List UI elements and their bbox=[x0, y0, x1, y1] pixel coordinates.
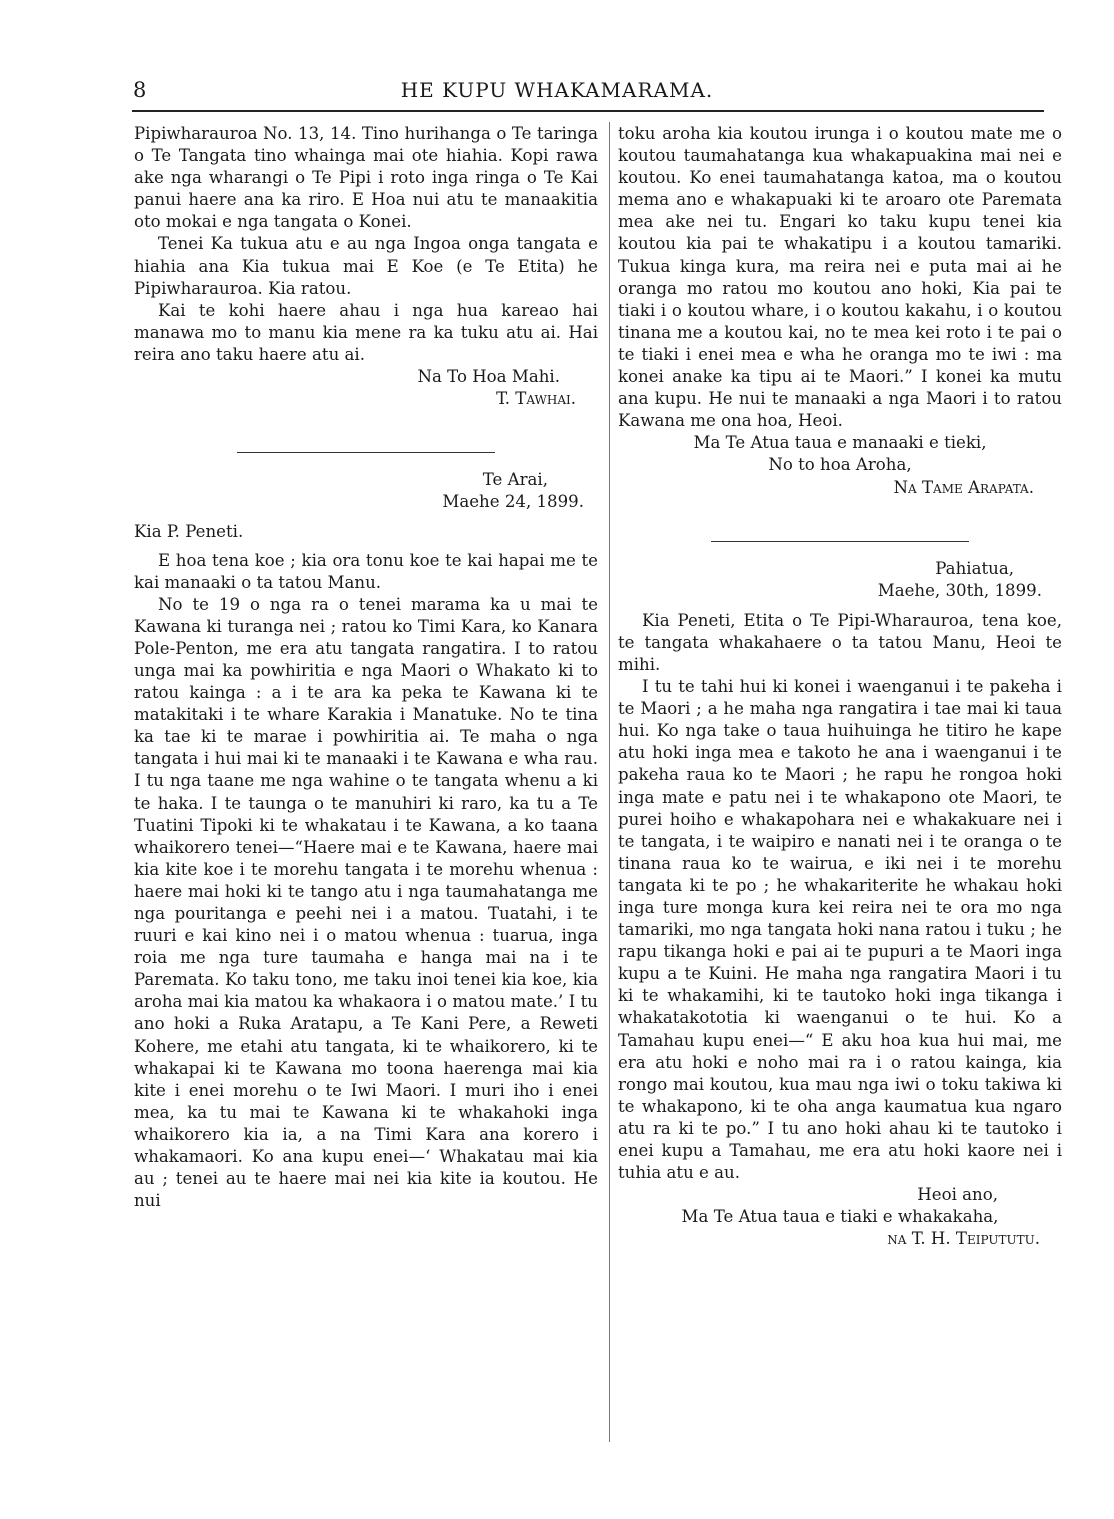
right-column bbox=[618, 123, 1062, 1251]
paragraph: Kia Peneti, Etita o Te Pipi-Wharauroa, tena koe, te tangata whakahaere o ta tatou Manu, Heoi te mihi. bbox=[618, 610, 1062, 674]
dateline-place: Te Arai, bbox=[482, 470, 548, 490]
paragraph: I tu te tahi hui ki konei i waenganui i te pakeha i te Maori ; a he maha nga rangatira i tae mai ki taua hui. Ko nga take o taua huihuinga he titiro he kape atu hoki inga mea e takoto he ana i waenganui i te pakeha raua ko te Maori ; he rapu he rongoa hoki inga mate e patu nei i te whakapono ote Maori, te purei hoiho e whakapohara nei e whakakuare nei i te tangata, i te waipiro e nanati nei i te oranga o te tinana raua ko te wairua, e iki nei i te morehu tangata ki te po ; he whakariterite he whakau hoki inga ture monga kura kei reira nei te ora mo nga tamariki, mo nga tangata hoki nana ratou i tuku ; he rapu tikanga hoki e pai ai te pupuri a te Maori inga kupu a te Kuini. He maha nga rangatira Maori i tu ki te whakamihi, ki te tautoko hoki inga tikanga i whakatakototia ki waenganui o te hui. Ko a Tamahau kupu enei—“ E aku hoa kua hui mai, me era atu hoki e noho mai ra i o ratou kainga, kia rongo mai koutou, kua mau nga iwi o toku takiwa ki te whakapono, ki te oha anga kaumatua kua ngaro atu ra ki te po.” I tu ano hoki ahau ki te tautoko i enei kupu a Tamahau, me era atu hoki kaore nei i tuhia atu e au. bbox=[618, 677, 1062, 1183]
header-rule bbox=[132, 110, 1044, 112]
signature-name: T. Tawhai. bbox=[496, 389, 576, 409]
paragraph: No te 19 o nga ra o tenei marama ka u mai te Kawana ki turanga nei ; ratou ko Timi Kara, ko Kanara Pole-Penton, me era atu tangata rangatira. I to ratou unga mai ka powhiritia e nga Maori o Whakato ki to ratou kainga : a i te ara ka peka te Kawana ki te matakitaki i te whare Karakia i Manatuke. No te tina ka tae ki te marae i powhiritia ai. Te maha o nga tangata i hui mai ki te manaaki i te Kawana e wha rau. I tu nga taane me nga wahine o te tangata whenu a ki te haka. I te taunga o te manuhiri ki raro, ka tu a Te Tuatini Tipoki ki te whakatau i te Kawana, a ko taana whaikorero tenei—“Haere mai e te Kawana, haere mai kia kite koe i te morehu tangata i te morehu whenua : haere mai hoki ki te tango atu i nga taumahatanga me nga pouritanga e peehi nei i a matou. Tuatahi, i te ruuri e kai kino nei i o matou whenua : tuarua, inga roia me nga ture taumaha e hanga mai na i te Paremata. Ko taku tono, me taku inoi tenei kia koe, kia aroha mai kia matou ka whakaora i o matou mate.’ I tu ano hoki a Ruka Aratapu, a Te Kani Pere, a Reweti Kohere, me etahi atu tangata, ki te whaikorero, ki te whakapai ki te Kawana mo toona haerenga mai kia kite i enei morehu o te Iwi Maori. I muri iho i enei mea, ka tu mai te Kawana ki te whakahoki inga whaikorero kia ia, a na Timi Kara ana korero i whakamaori. Ko ana kupu enei—‘ Whakatau mai kia au ; tenei au te haere mai nei kia kite ia koutou. He nui bbox=[134, 594, 598, 1211]
paragraph: toku aroha kia koutou irunga i o koutou mate me o koutou taumahatanga kua whakapuakina mai nei e koutou. Ko enei taumahatanga katoa, ma o koutou mema ano e whakapuaki ki te aroaro ote Paremata mea ake nei tu. Engari ko taku kupu tenei kia koutou kia pai te whakatipu i a koutou tamariki. Tukua kinga kura, ma reira nei e puta mai ai he oranga mo ratou mo koutou ano hoki, Kia pai te tiaki i o koutou whare, i o koutou kakahu, i o koutou tinana me a koutou kai, no te mea kei roto i te pai o te tiaki i enei mea e wha he oranga mo te iwi : ma konei anake ka tipu ai te Maori.” I konei ka mutu ana kupu. He nui te manaaki a nga Maori i to ratou Kawana me ona hoa, Heoi. bbox=[618, 124, 1062, 431]
closing-line: Ma Te Atua taua e tiaki e whakakaha, bbox=[681, 1207, 999, 1227]
letter-teipututu bbox=[618, 558, 1062, 1251]
dateline-date: Maehe, 30th, 1899. bbox=[877, 580, 1042, 600]
closing-line: No to hoa Aroha, bbox=[768, 455, 912, 475]
paragraph: Pipiwharauroa No. 13, 14. Tino hurihanga o Te taringa o Te Tangata tino whainga mai ote hiahia. Kopi rawa ake nga wharangi o Te Pipi i roto inga ringa o Te Kai panui haere ana ka riro. E Hoa nui atu te manaakitia oto mokai e nga tangata o Konei. bbox=[134, 124, 598, 232]
closing-line: Ma Te Atua taua e manaaki e tieki, bbox=[693, 433, 987, 453]
closing-line: Heoi ano, bbox=[917, 1185, 998, 1205]
running-title: HE KUPU WHAKAMARAMA. bbox=[400, 78, 714, 102]
section-separator bbox=[237, 452, 495, 453]
dateline-date: Maehe 24, 1899. bbox=[442, 492, 584, 512]
paragraph: Kai te kohi haere ahau i nga hua kareao hai manawa mo to manu kia mene ra ka tuku atu ai. Hai reira ano taku haere atu ai. bbox=[134, 300, 598, 364]
letter-tawhai bbox=[134, 123, 598, 410]
paragraph: Tenei Ka tukua atu e au nga Ingoa onga tangata e hiahia ana Kia tukua mai E Koe (e Te Etita) he Pipiwharauroa. Kia ratou. bbox=[134, 234, 598, 298]
paragraph: E hoa tena koe ; kia ora tonu koe te kai hapai me te kai manaaki o ta tatou Manu. bbox=[134, 550, 598, 592]
salutation: Kia P. Peneti. bbox=[134, 522, 244, 542]
column-divider bbox=[609, 122, 610, 1442]
letter-arapata bbox=[134, 469, 598, 1212]
page-number: 8 bbox=[133, 78, 147, 102]
section-separator bbox=[711, 541, 969, 542]
signature-name: Na Tame Arapata. bbox=[893, 477, 1034, 497]
left-column bbox=[134, 123, 598, 1212]
dateline-place: Pahiatua, bbox=[935, 558, 1014, 578]
letter-arapata-continued bbox=[618, 123, 1062, 499]
signature-name: na T. H. Teipututu. bbox=[887, 1229, 1040, 1249]
signature-line: Na To Hoa Mahi. bbox=[417, 367, 560, 387]
